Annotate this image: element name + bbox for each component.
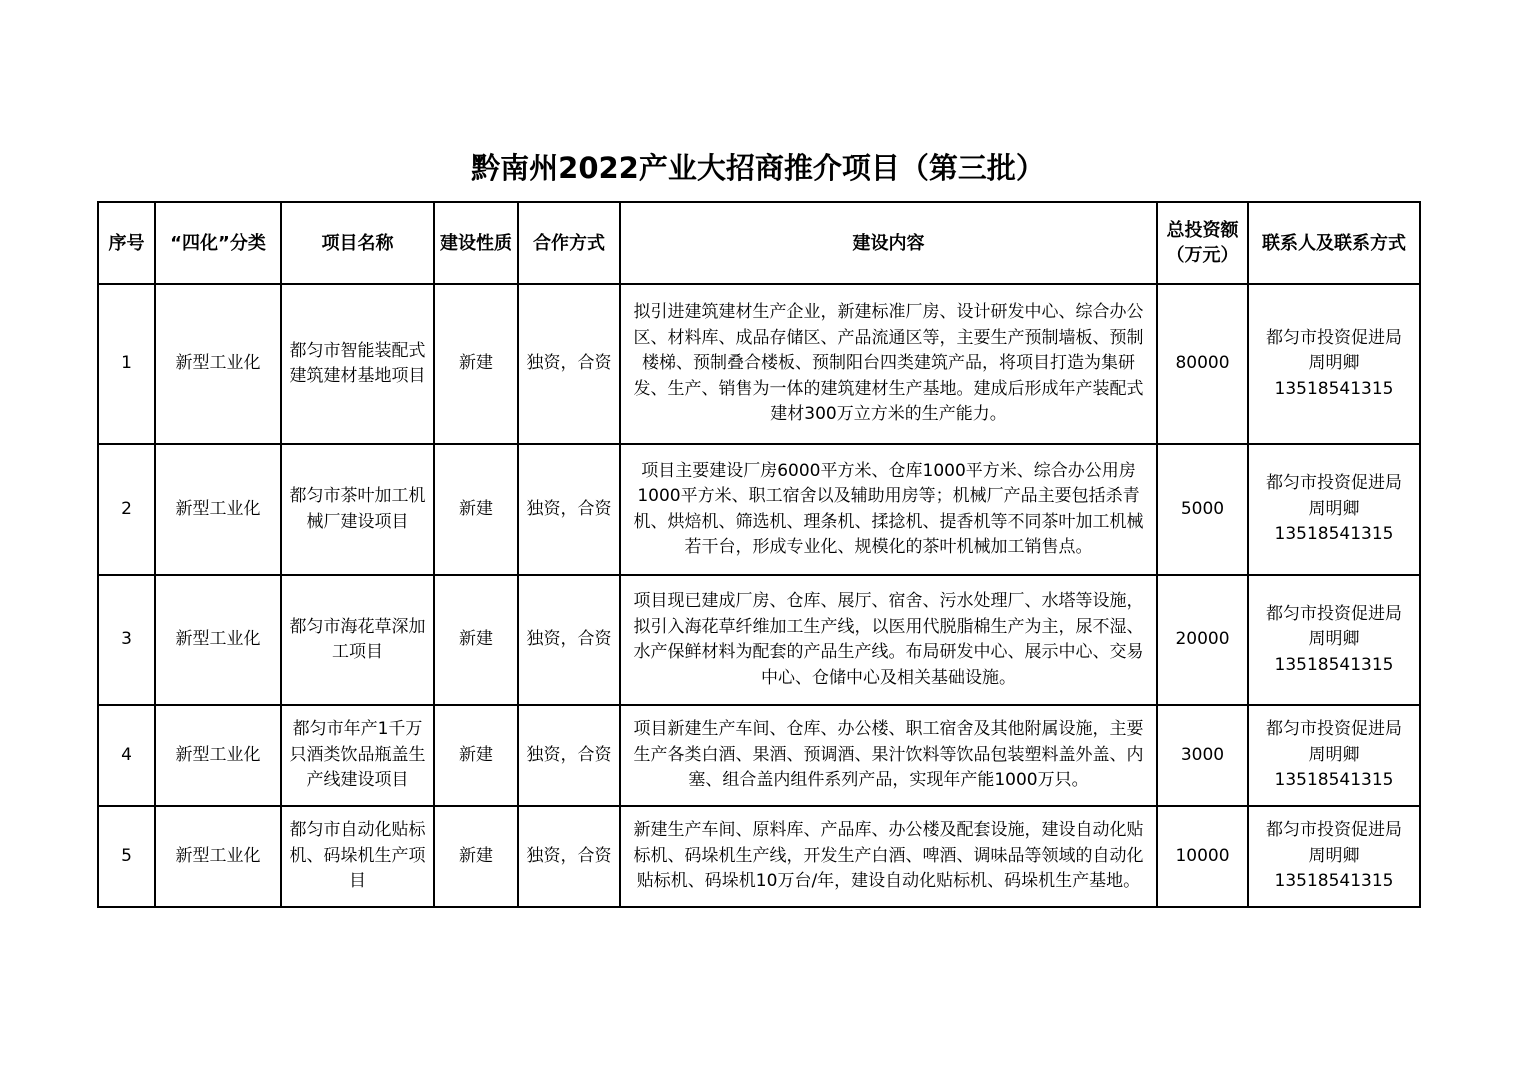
table-row <box>98 575 1420 705</box>
project-table <box>97 201 1421 908</box>
cell-cooperation: 独资，合资 <box>518 284 620 444</box>
contact-org: 都匀市投资促进局 <box>1266 473 1402 494</box>
cell-content: 项目新建生产车间、仓库、办公楼、职工宿舍及其他附属设施，主要生产各类白酒、果酒、预调酒、果汁饮料等饮品包装塑料盖外盖、内塞、组合盖内组件系列产品，实现年产能1000万只。 <box>620 705 1157 806</box>
cell-cooperation: 独资，合资 <box>518 705 620 806</box>
cell-seq: 4 <box>98 705 155 806</box>
contact-person: 周明卿 <box>1308 498 1360 519</box>
cell-project-name: 都匀市智能装配式建筑建材基地项目 <box>281 284 434 444</box>
cell-category: 新型工业化 <box>155 705 281 806</box>
contact-org: 都匀市投资促进局 <box>1266 327 1402 348</box>
header-cooperation: 合作方式 <box>518 202 620 284</box>
contact-phone: 13518541315 <box>1274 654 1394 675</box>
cell-investment: 20000 <box>1157 575 1248 705</box>
cell-investment: 10000 <box>1157 806 1248 907</box>
cell-nature: 新建 <box>434 705 518 806</box>
contact-phone: 13518541315 <box>1274 770 1394 791</box>
cell-investment: 3000 <box>1157 705 1248 806</box>
page-title: 黔南州2022产业大招商推介项目（第三批） <box>471 151 1045 185</box>
cell-nature: 新建 <box>434 444 518 575</box>
table-header-row <box>98 202 1420 284</box>
cell-category: 新型工业化 <box>155 444 281 575</box>
cell-seq: 1 <box>98 284 155 444</box>
cell-nature: 新建 <box>434 575 518 705</box>
contact-phone: 13518541315 <box>1274 871 1394 892</box>
cell-content: 新建生产车间、原料库、产品库、办公楼及配套设施，建设自动化贴标机、码垛机生产线，开发生产白酒、啤酒、调味品等领域的自动化贴标机、码垛机10万台/年，建设自动化贴标机、码垛机生产基地。 <box>620 806 1157 907</box>
header-project-name: 项目名称 <box>281 202 434 284</box>
table-row <box>98 444 1420 575</box>
contact-person: 周明卿 <box>1308 353 1360 374</box>
contact-person: 周明卿 <box>1308 744 1360 765</box>
cell-cooperation: 独资，合资 <box>518 806 620 907</box>
header-content: 建设内容 <box>620 202 1157 284</box>
table-row <box>98 806 1420 907</box>
cell-contact <box>1248 705 1420 806</box>
cell-project-name: 都匀市海花草深加工项目 <box>281 575 434 705</box>
header-contact: 联系人及联系方式 <box>1248 202 1420 284</box>
cell-cooperation: 独资，合资 <box>518 575 620 705</box>
contact-phone: 13518541315 <box>1274 378 1394 399</box>
header-seq: 序号 <box>98 202 155 284</box>
cell-nature: 新建 <box>434 284 518 444</box>
cell-category: 新型工业化 <box>155 575 281 705</box>
cell-project-name: 都匀市茶叶加工机械厂建设项目 <box>281 444 434 575</box>
cell-content: 项目现已建成厂房、仓库、展厅、宿舍、污水处理厂、水塔等设施，拟引入海花草纤维加工生产线，以医用代脱脂棉生产为主，尿不湿、水产保鲜材料为配套的产品生产线。布局研发中心、展示中心、交易中心、仓储中心及相关基础设施。 <box>620 575 1157 705</box>
contact-org: 都匀市投资促进局 <box>1266 603 1402 624</box>
cell-nature: 新建 <box>434 806 518 907</box>
header-category: “四化”分类 <box>155 202 281 284</box>
contact-org: 都匀市投资促进局 <box>1266 820 1402 841</box>
header-nature: 建设性质 <box>434 202 518 284</box>
table-row <box>98 705 1420 806</box>
contact-org: 都匀市投资促进局 <box>1266 719 1402 740</box>
cell-project-name: 都匀市自动化贴标机、码垛机生产项目 <box>281 806 434 907</box>
cell-contact <box>1248 575 1420 705</box>
contact-person: 周明卿 <box>1308 845 1360 866</box>
cell-category: 新型工业化 <box>155 284 281 444</box>
cell-content: 项目主要建设厂房6000平方米、仓库1000平方米、综合办公用房1000平方米、职工宿舍以及辅助用房等；机械厂产品主要包括杀青机、烘焙机、筛选机、理条机、揉捻机、提香机等不同茶叶加工机械若干台，形成专业化、规模化的茶叶机械加工销售点。 <box>620 444 1157 575</box>
cell-project-name: 都匀市年产1千万只酒类饮品瓶盖生产线建设项目 <box>281 705 434 806</box>
contact-person: 周明卿 <box>1308 629 1360 650</box>
cell-content: 拟引进建筑建材生产企业，新建标准厂房、设计研发中心、综合办公区、材料库、成品存储区、产品流通区等，主要生产预制墙板、预制楼梯、预制叠合楼板、预制阳台四类建筑产品，将项目打造为集研发、生产、销售为一体的建筑建材生产基地。建成后形成年产装配式建材300万立方米的生产能力。 <box>620 284 1157 444</box>
cell-seq: 3 <box>98 575 155 705</box>
cell-seq: 2 <box>98 444 155 575</box>
header-investment: 总投资额（万元） <box>1157 202 1248 284</box>
cell-cooperation: 独资，合资 <box>518 444 620 575</box>
cell-seq: 5 <box>98 806 155 907</box>
cell-contact <box>1248 444 1420 575</box>
cell-investment: 80000 <box>1157 284 1248 444</box>
cell-investment: 5000 <box>1157 444 1248 575</box>
cell-category: 新型工业化 <box>155 806 281 907</box>
cell-contact <box>1248 806 1420 907</box>
contact-phone: 13518541315 <box>1274 524 1394 545</box>
table-row <box>98 284 1420 444</box>
cell-contact <box>1248 284 1420 444</box>
